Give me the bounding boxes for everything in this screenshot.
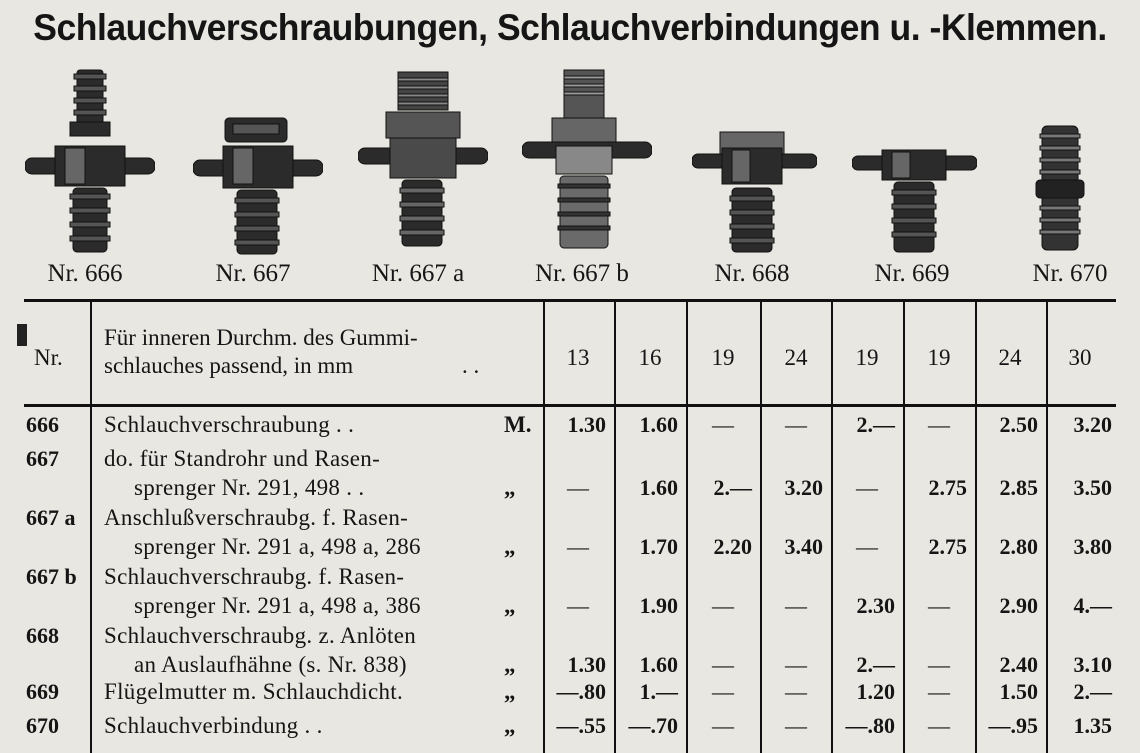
header-desc-line1: Für inneren Durchm. des Gummi- (104, 325, 418, 350)
price-cell: — (928, 713, 950, 738)
price-cell: 1.30 (567, 652, 606, 677)
price-cell: — (928, 679, 950, 704)
price-cell: 1.20 (856, 679, 895, 704)
price-cell: 3.50 (1073, 475, 1112, 500)
product-label: Nr. 668 (714, 260, 790, 287)
product-667b (522, 60, 652, 290)
price-cell: 2.— (713, 475, 752, 500)
product-label: Nr. 667 a (371, 260, 465, 287)
price-cell: 4.— (1073, 593, 1112, 618)
product-label: Nr. 670 (1032, 260, 1108, 287)
row-nr: 670 (26, 713, 59, 738)
row-nr: 668 (26, 623, 59, 648)
price-cell: — (567, 593, 589, 618)
size-header: 30 (1068, 345, 1092, 370)
price-cell: 3.40 (784, 534, 823, 559)
price-cell: — (785, 713, 807, 738)
row-unit: „ (504, 534, 516, 559)
price-cell: 2.80 (999, 534, 1038, 559)
size-header: 16 (638, 345, 662, 370)
price-cell: — (785, 593, 807, 618)
price-cell: 2.— (856, 652, 895, 677)
price-cell: 1.60 (639, 652, 678, 677)
product-label: Nr. 666 (47, 260, 123, 287)
price-cell: — (712, 652, 734, 677)
corner-marker (17, 324, 27, 346)
row-description: sprenger Nr. 291 a, 498 a, 286 (134, 534, 421, 559)
row-unit: M. (504, 412, 532, 437)
row-nr: 667 a (26, 505, 76, 530)
size-header: 24 (784, 345, 808, 370)
price-cell: — (928, 652, 950, 677)
hose-connector-670-icon (1010, 60, 1100, 260)
table-header-rule (24, 404, 1116, 407)
product-669 (852, 60, 977, 290)
price-cell: — (856, 475, 878, 500)
price-cell: 2.85 (999, 475, 1038, 500)
row-description: Schlauchverschraubg. z. Anlöten (104, 623, 417, 648)
header-desc-dots: . . (462, 353, 480, 378)
price-cell: — (785, 412, 807, 437)
row-unit: „ (504, 475, 516, 500)
row-unit: „ (504, 652, 516, 677)
price-cell: 2.40 (999, 652, 1038, 677)
column-divider (90, 302, 92, 753)
row-unit: „ (504, 679, 516, 704)
price-cell: —.80 (556, 679, 606, 704)
price-cell: 1.60 (639, 412, 678, 437)
row-unit: „ (504, 593, 516, 618)
header-nr: Nr. (34, 345, 63, 370)
price-cell: 3.80 (1073, 534, 1112, 559)
hose-coupling-669-icon (852, 60, 977, 260)
product-illustrations (0, 60, 1140, 290)
product-667 (193, 60, 323, 290)
row-description: sprenger Nr. 291 a, 498 a, 386 (134, 593, 421, 618)
hose-coupling-667a-icon (358, 60, 488, 260)
price-cell: 2.50 (999, 412, 1038, 437)
price-cell: 1.60 (639, 475, 678, 500)
price-cell: — (856, 534, 878, 559)
price-cell: 3.10 (1073, 652, 1112, 677)
price-cell: —.80 (845, 713, 895, 738)
size-header: 19 (711, 345, 735, 370)
size-header: 13 (566, 345, 590, 370)
price-cell: — (567, 534, 589, 559)
size-header: 19 (855, 345, 879, 370)
hose-coupling-668-icon (692, 60, 817, 260)
row-description: Anschlußverschraubg. f. Rasen- (104, 505, 409, 530)
price-cell: —.55 (556, 713, 606, 738)
price-cell: 3.20 (1073, 412, 1112, 437)
price-cell: 1.50 (999, 679, 1038, 704)
price-cell: 2.30 (856, 593, 895, 618)
hose-coupling-667-icon (193, 60, 323, 260)
row-description: Schlauchverschraubung . . (104, 412, 355, 437)
price-cell: 1.30 (567, 412, 606, 437)
price-cell: — (928, 593, 950, 618)
price-cell: 2.— (1073, 679, 1112, 704)
row-nr: 669 (26, 679, 59, 704)
product-label: Nr. 669 (874, 260, 950, 287)
price-cell: 2.— (856, 412, 895, 437)
price-cell: 3.20 (784, 475, 823, 500)
price-cell: 2.20 (713, 534, 752, 559)
price-cell: — (712, 412, 734, 437)
price-cell: — (928, 412, 950, 437)
price-cell: 1.70 (639, 534, 678, 559)
size-header: 24 (998, 345, 1022, 370)
product-label: Nr. 667 (215, 260, 291, 287)
product-670 (1010, 60, 1108, 290)
row-description: Schlauchverschraubg. f. Rasen- (104, 564, 405, 589)
row-description: sprenger Nr. 291, 498 . . (134, 475, 365, 500)
row-description: do. für Standrohr und Rasen- (104, 446, 381, 471)
page-title: Schlauchverschraubungen, Schlauchverbindungen u. -Klemmen. (33, 7, 1107, 48)
price-cell: —.95 (988, 713, 1038, 738)
price-cell: — (712, 713, 734, 738)
hose-coupling-666-icon (25, 60, 155, 260)
product-label: Nr. 667 b (535, 260, 629, 287)
price-cell: 1.35 (1073, 713, 1112, 738)
product-668 (692, 60, 817, 290)
price-cell: — (785, 679, 807, 704)
product-666 (25, 60, 155, 290)
hose-coupling-667b-icon (522, 60, 652, 260)
header-desc-line2: schlauches passend, in mm (104, 353, 354, 378)
row-description: an Auslaufhähne (s. Nr. 838) (134, 652, 407, 677)
row-nr: 666 (26, 412, 59, 437)
table-top-rule (24, 299, 1116, 302)
price-cell: — (712, 679, 734, 704)
price-cell: — (785, 652, 807, 677)
price-cell: —.70 (628, 713, 678, 738)
row-nr: 667 (26, 446, 59, 471)
price-cell: 1.— (639, 679, 678, 704)
row-unit: „ (504, 713, 516, 738)
price-cell: — (712, 593, 734, 618)
row-description: Schlauchverbindung . . (104, 713, 323, 738)
row-nr: 667 b (26, 564, 77, 589)
price-cell: 2.75 (928, 475, 967, 500)
row-description: Flügelmutter m. Schlauchdicht. (104, 679, 404, 704)
price-cell: 2.90 (999, 593, 1038, 618)
price-cell: 1.90 (639, 593, 678, 618)
size-header: 19 (927, 345, 951, 370)
price-cell: 2.75 (928, 534, 967, 559)
price-cell: — (567, 475, 589, 500)
product-667a (358, 60, 488, 290)
